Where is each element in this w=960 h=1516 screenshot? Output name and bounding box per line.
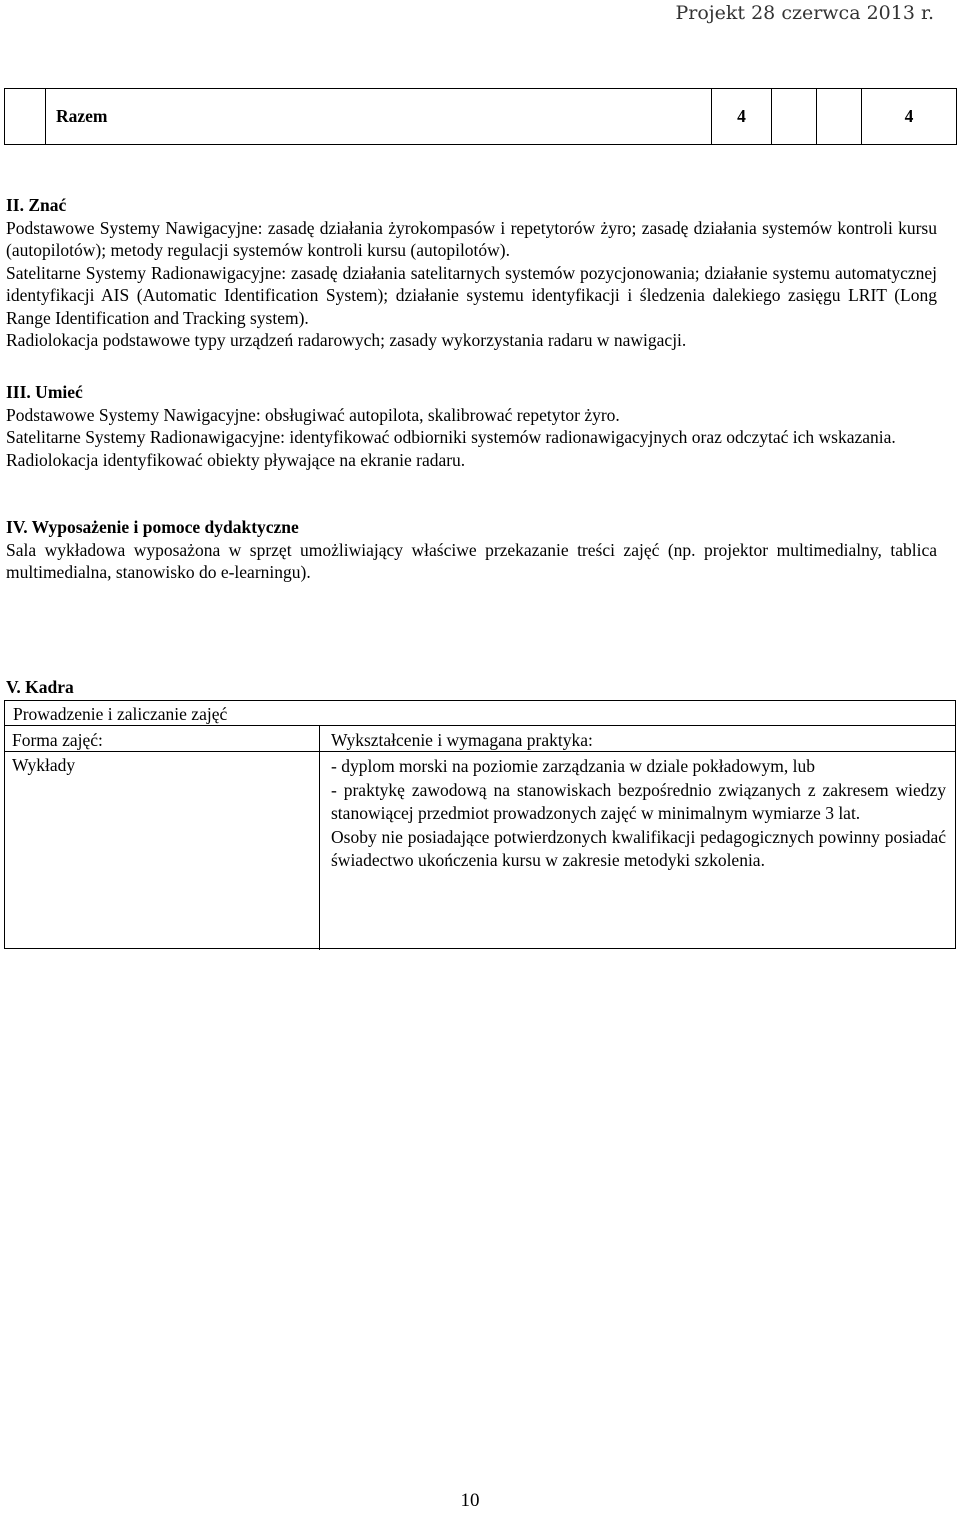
empty-cell <box>817 89 862 145</box>
table-row <box>5 89 957 145</box>
paragraph: Sala wykładowa wyposażona w sprzęt umożliwiający właściwe przekazanie treści zajęć (np. projektor multimedialny, tablica multimedialna, stanowisko do e-learningu). <box>6 539 937 582</box>
document-date-header: Projekt 28 czerwca 2013 r. <box>675 2 934 24</box>
staff-table <box>4 700 956 949</box>
paragraph: Podstawowe Systemy Nawigacyjne: obsługiwać autopilota, skalibrować repetytor żyro. <box>6 404 620 425</box>
list-item: - praktykę zawodową na stanowiskach bezpośrednio związanych z zakresem wiedzy stanowiącej przedmiot prowadzonych zajęć w minimalnym wymiarze 3 lat. <box>331 779 946 824</box>
list-item: - dyplom morski na poziomie zarządzania w dziale pokładowym, lub <box>331 756 816 776</box>
table-caption: Prowadzenie i zaliczanie zajęć <box>13 704 228 724</box>
section-heading: III. Umieć <box>6 382 83 402</box>
paragraph: Podstawowe Systemy Nawigacyjne: zasadę działania żyrokompasów i repetytorów żyro; zasadę działania systemów kontroli kursu (autopilotów); metody regulacji systemów kontroli kursu (autopilotów). <box>6 217 937 260</box>
section-knowledge <box>6 194 937 352</box>
paragraph: Satelitarne Systemy Radionawigacyjne: identyfikować odbiorniki systemów radionawigacyjnych oraz odczytać ich wskazania. <box>6 427 896 447</box>
form-cell: Wykłady <box>12 755 76 775</box>
section-equipment <box>6 516 937 584</box>
summary-value-cell: 4 <box>862 89 957 145</box>
summary-label-cell: Razem <box>46 89 712 145</box>
section-heading: IV. Wyposażenie i pomoce dydaktyczne <box>6 517 299 537</box>
section-heading: II. Znać <box>6 195 67 215</box>
requirements-cell <box>331 755 946 873</box>
paragraph: Satelitarne Systemy Radionawigacyjne: zasadę działania satelitarnych systemów pozycjonowania; działanie systemu automatycznej identyfikacji AIS (Automatic Identification System); działanie systemu identyfikacji i śledzenia dalekiego zasięgu LRIT (Long Range Identification and Tracking system). <box>6 262 937 328</box>
paragraph: Radiolokacja podstawowe typy urządzeń radarowych; zasady wykorzystania radaru w nawigacji. <box>6 330 687 350</box>
column-header: Wykształcenie i wymagana praktyka: <box>331 730 593 750</box>
summary-table <box>4 88 957 145</box>
staff-table-body <box>4 725 956 950</box>
page-number: 10 <box>460 1490 480 1511</box>
empty-cell <box>772 89 817 145</box>
summary-value-cell: 4 <box>712 89 772 145</box>
section-heading: V. Kadra <box>6 677 74 697</box>
paragraph: Radiolokacja identyfikować obiekty pływające na ekranie radaru. <box>6 449 466 470</box>
section-skills <box>6 381 937 471</box>
column-header: Forma zajęć: <box>12 730 103 750</box>
empty-cell <box>5 89 46 145</box>
list-item: Osoby nie posiadające potwierdzonych kwalifikacji pedagogicznych powinny posiadać świadectwo ukończenia kursu w zakresie metodyki szkolenia. <box>331 826 946 871</box>
column-divider <box>319 726 320 950</box>
row-divider <box>4 751 956 752</box>
